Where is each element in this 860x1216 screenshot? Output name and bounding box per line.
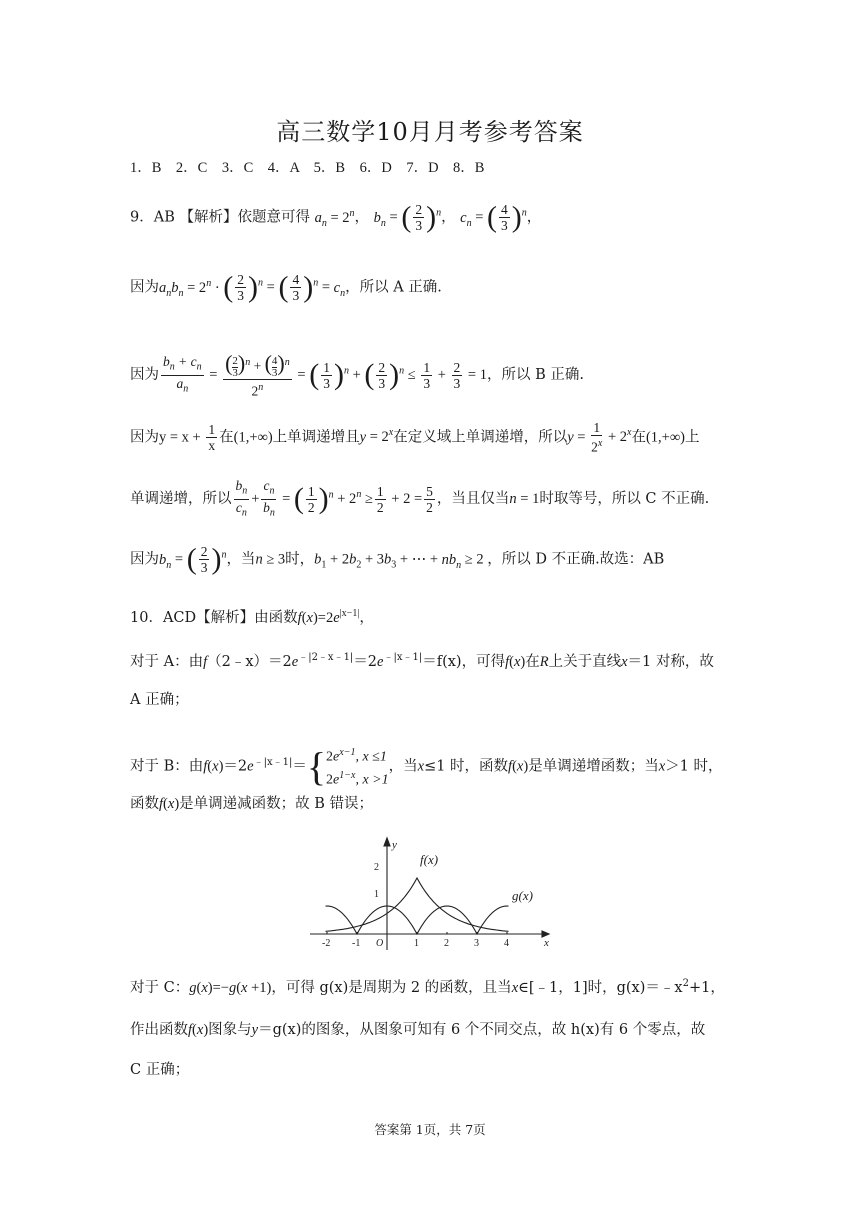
origin-label: O (376, 938, 384, 949)
q10-c-line-2: 作出函数f(x)图象与y＝g(x)的图象，从图象可知有 6 个不同交点，故 h(x)有 6 个零点，故 (130, 1022, 706, 1038)
q9-line-2: 因为$a_nb_n = 2^n$ · ( $\frac{2}{3}$ )$^n$ = ( $\frac{4}{3}$ )$^n = c_n$，所以 A 正确. (130, 270, 442, 304)
q10-a-line-2: A 正确； (130, 692, 189, 708)
x-axis-label: x (544, 937, 549, 949)
f-curve (326, 878, 509, 931)
q9-line-4: 因为y = x + $\frac{1}{x}$ 在(1,+∞)上单调递增且$y = 2^x$在定义域上单调递增，所以y = $\frac{1}{2^x}$ + $2^x$在(1,+∞)上 (130, 420, 700, 455)
x-tick-label: 2 (444, 938, 449, 949)
q9-line-6: 因为$b_n$ = ( $\frac{2}{3}$ )$^n$，当n ≥ 3时，$b_1 + 2b_2 + 3b_3$ + ⋯ + $nb_n \ge 2$ ，所以 D 不正确.故选：AB (130, 542, 665, 576)
y-axis-arrow (384, 838, 390, 846)
q9-line-5: 单调递增，所以 $\frac{b_n}{c_n}$ + $\frac{c_n}{b_n}$ = ( $\frac{1}{2}$ )$^n + 2^n$ ≥ $\frac{1}{2}$ + 2 = $\frac{5}{2}$ ，当且仅当n = 1时取等号，所以 C 不正确. (130, 478, 710, 519)
q10-b-line-1: 对于 B：由$f(x)=2e^{﹣|x﹣1|}=${ $2e^{x-1}$, x ≤1 $2e^{1-x}$, x >1 ，当x≤1 时，函数f(x)是单调递增函数；当x＞1 时， (130, 743, 723, 789)
x-tick-label: -1 (352, 938, 361, 949)
g-label: g(x) (512, 888, 533, 903)
q9-line-1: 9．AB 【解析】依题意可得 $a_n = 2^n$， $b_n$ = ( $\frac{2}{3}$ )$^n$， $c_n$ = ( $\frac{4}{3}$ )$^n$， (130, 200, 542, 234)
q10-b-line-2: 函数f(x)是单调递减函数；故 B 错误； (130, 796, 374, 812)
y-tick-label: 2 (374, 862, 379, 873)
page-footer: 答案第 1页，共 7页 (374, 1122, 486, 1137)
x-tick-label: 1 (414, 938, 419, 949)
y-tick-label: 1 (374, 889, 379, 900)
x-tick-label: 4 (504, 938, 509, 949)
function-graph (306, 834, 556, 952)
answers-line: 1．B 2．C 3．C 4．A 5．B 6．D 7．D 8．B (130, 160, 485, 176)
page-title: 高三数学10月月考参考答案 (276, 118, 584, 146)
f-label: f(x) (420, 852, 439, 867)
g-curve (326, 906, 509, 934)
q10-c-line-3: C 正确； (130, 1062, 190, 1078)
q9-lead: 9．AB 【解析】依题意可得 (130, 209, 310, 226)
q10-line-1: 10．ACD【解析】由函数$f(x)=2e^{|x-1|}$， (130, 608, 374, 626)
q9-line-3: 因为 $\frac{b_n + c_n}{a_n}$ = ( 2 3)$^n$ + ( 4 3)$^n$ 2$^n$ = ( $\frac{1}{3}$ )$^n$ + ( $\frac{2}{3}$ )$^n$ ≤ $\frac{1}{3}$ + $\frac{2}{3}$ = 1，所以 B 正确. (130, 350, 584, 399)
x-tick-label: -2 (322, 938, 331, 949)
x-tick-label: 3 (474, 938, 479, 949)
q10-a-line-1: 对于 A：由$f(2﹣x)=2e^{﹣|2﹣x﹣1|}=2e^{﹣|x﹣1|}=f(x)$，可得f(x)在R上关于直线x＝1 对称，故 (130, 652, 714, 670)
y-axis-label: y (392, 839, 397, 851)
q10-c-line-1: 对于 C：g(x)=−g(x +1)，可得 g(x)是周期为 2 的函数，且当x∈[﹣1，1]时，$g(x)=﹣x^2+1$， (130, 978, 725, 996)
